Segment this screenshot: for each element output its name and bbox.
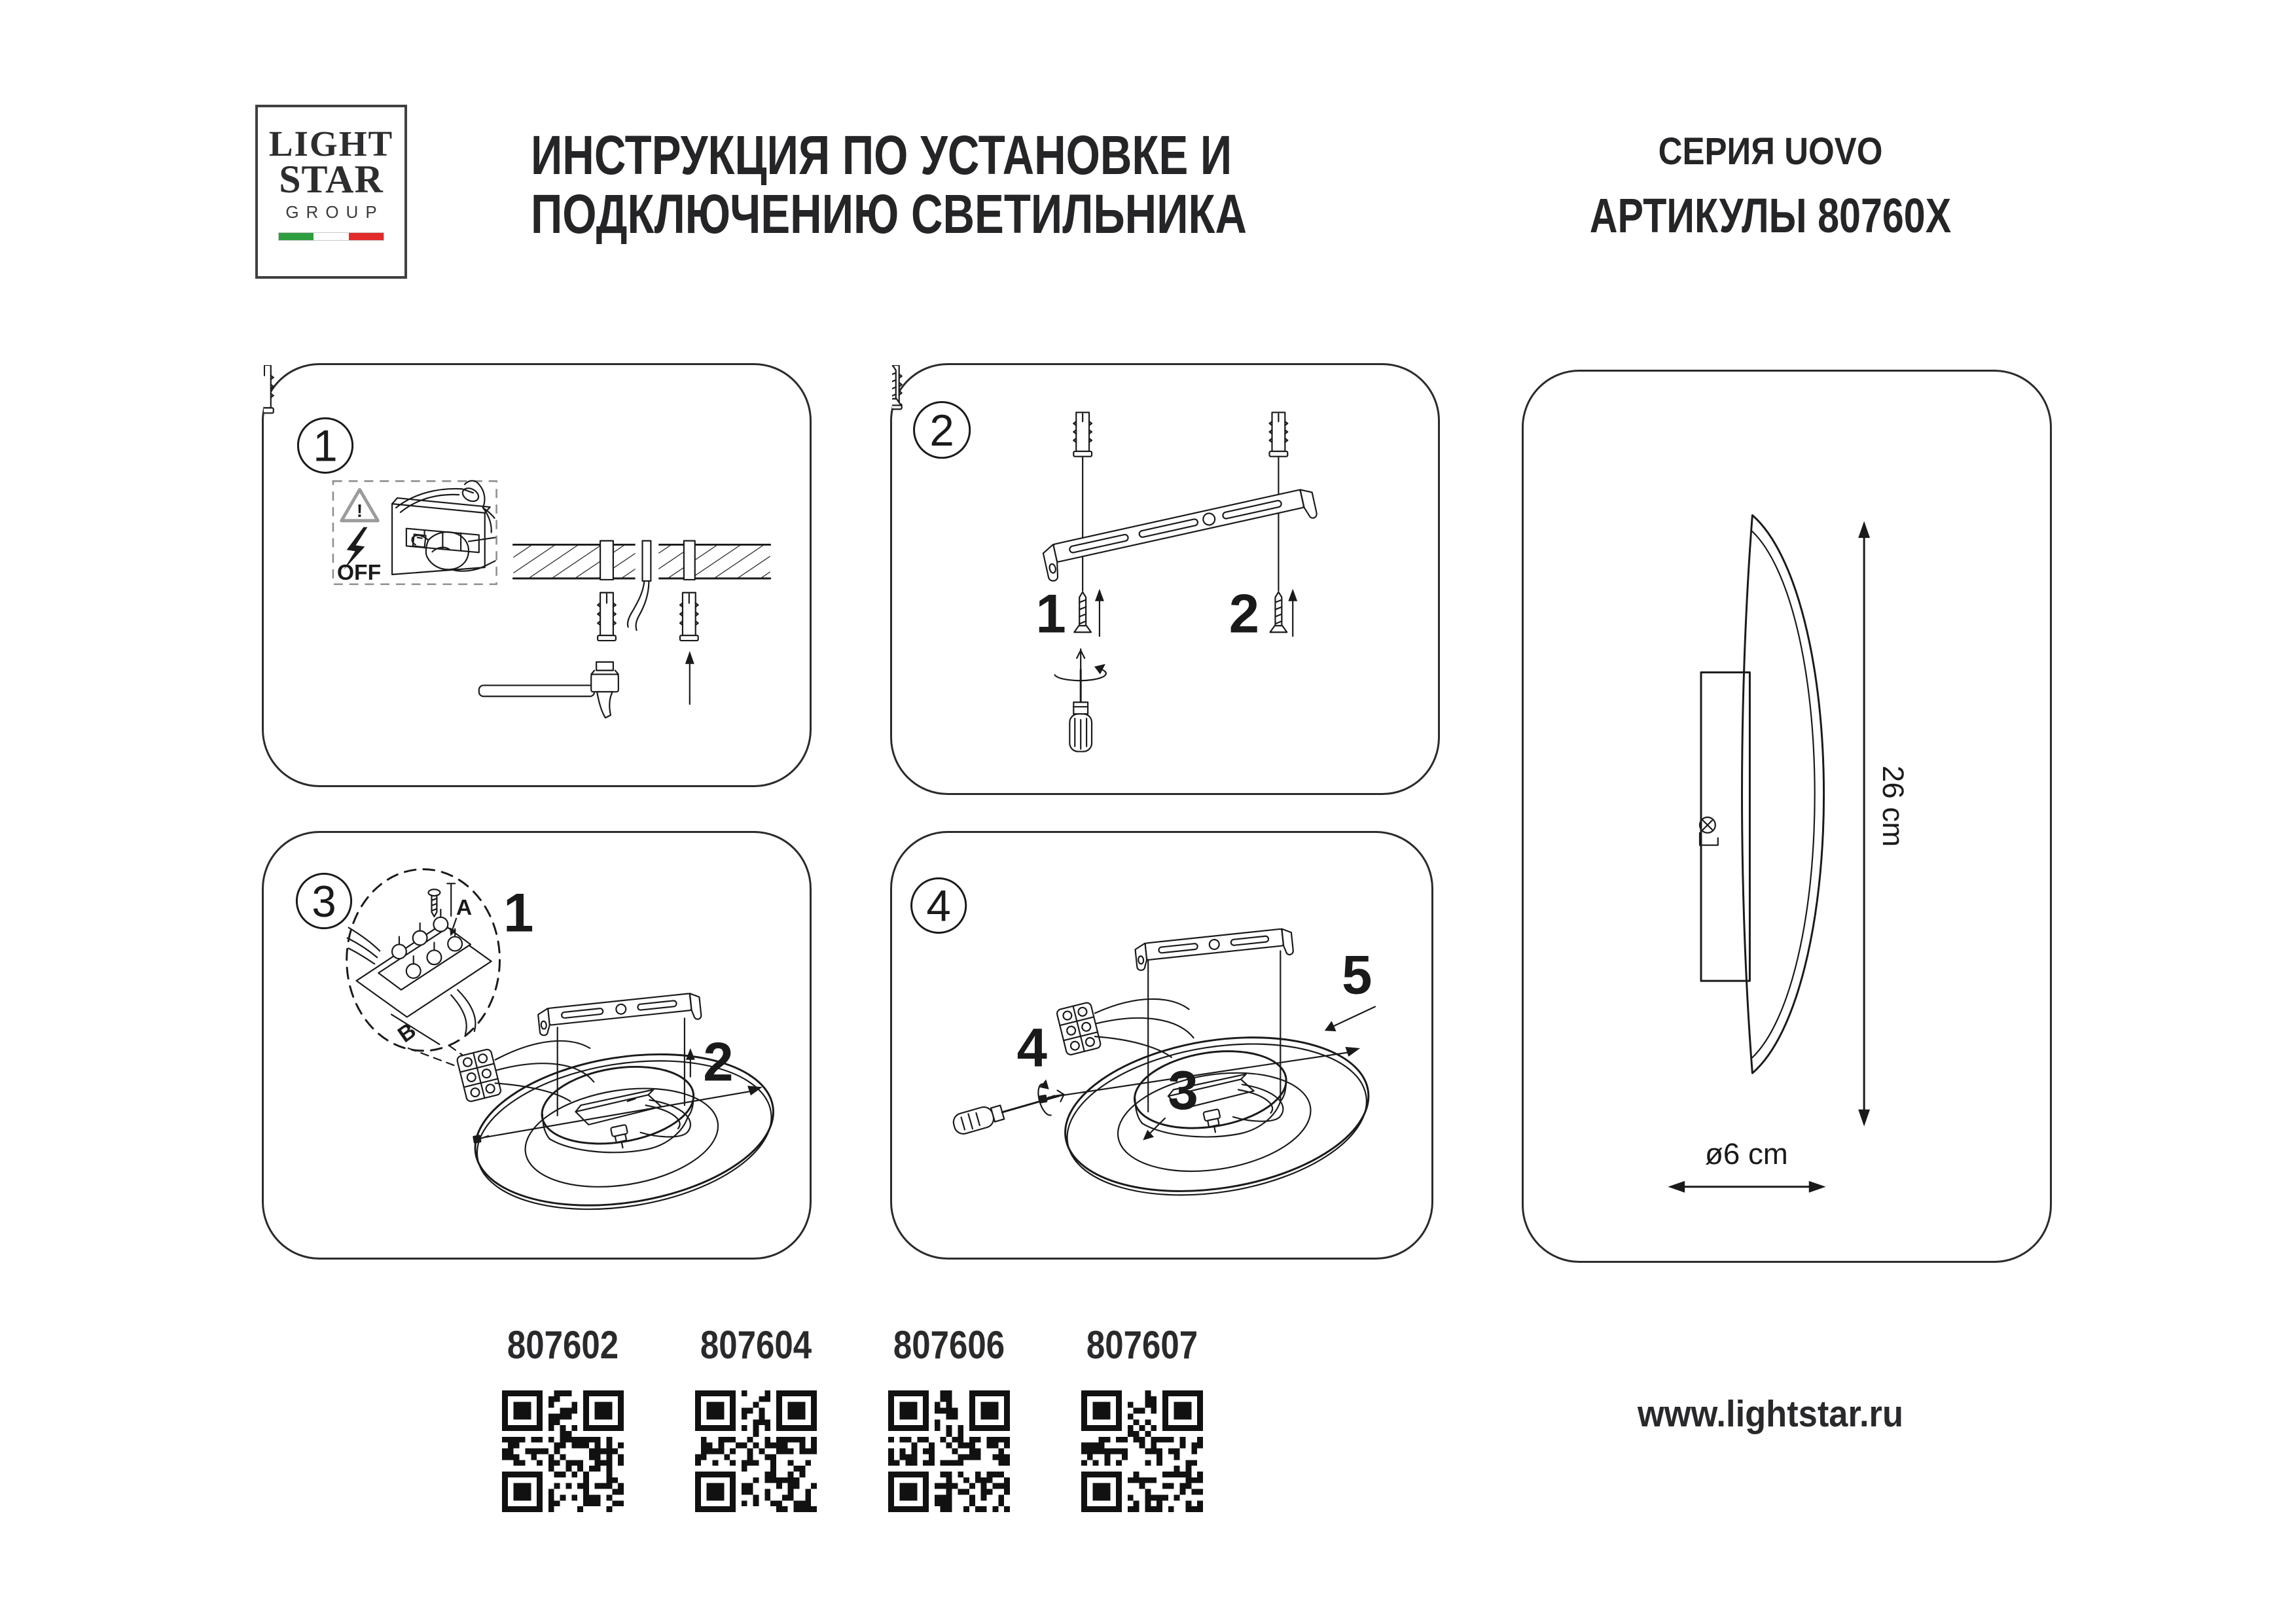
canopy-assembly bbox=[456, 993, 784, 1229]
logo-word-star: STAR bbox=[279, 158, 384, 201]
page-title-line2: ПОДКЛЮЧЕНИЮ СВЕТИЛЬНИКА bbox=[531, 183, 1247, 245]
step-number-badge bbox=[912, 878, 966, 932]
article-code: 807602 bbox=[507, 1323, 619, 1367]
terminal-detail-callout bbox=[347, 869, 500, 1071]
hammer-icon bbox=[479, 662, 619, 718]
step4-cover-label: 5 bbox=[1342, 944, 1372, 1006]
wires bbox=[1095, 999, 1189, 1014]
page-title-line1: ИНСТРУКЦИЯ ПО УСТАНОВКЕ И bbox=[531, 124, 1232, 186]
ceiling-drawing bbox=[513, 540, 770, 630]
step-number-badge bbox=[914, 402, 970, 457]
mounting-bracket-icon bbox=[1135, 928, 1294, 970]
lamp-side-view bbox=[1524, 372, 2050, 1261]
insert-arrow-icon bbox=[1095, 589, 1104, 636]
svg-text:2: 2 bbox=[929, 406, 954, 455]
step2-panel bbox=[890, 363, 1440, 795]
terminal-block-icon bbox=[1056, 1002, 1102, 1055]
flag-red bbox=[349, 233, 384, 240]
step3-action2-label: 2 bbox=[703, 1031, 734, 1093]
power-off-warning-box bbox=[333, 481, 497, 585]
terminal-b-label: B bbox=[393, 1018, 421, 1048]
lightstar-logo bbox=[255, 105, 407, 279]
canopy-assembly bbox=[1039, 928, 1380, 1214]
series-info bbox=[1499, 130, 2042, 243]
screwdriver-icon bbox=[1055, 649, 1106, 752]
wires bbox=[495, 1041, 590, 1060]
diameter-dimension bbox=[1668, 1137, 1825, 1193]
screw1-label: 1 bbox=[1035, 583, 1066, 644]
insert-arrow-icon bbox=[1288, 589, 1297, 636]
step4-panel bbox=[890, 831, 1433, 1260]
step4-turn-label: 3 bbox=[1168, 1060, 1198, 1121]
series-articles: АРТИКУЛЫ 80760X bbox=[1589, 188, 1952, 243]
logo-word-light: LIGHT bbox=[268, 124, 394, 164]
article-item bbox=[677, 1325, 834, 1515]
step3-illustration bbox=[264, 833, 810, 1258]
qr-code bbox=[502, 1390, 624, 1512]
wires bbox=[628, 581, 645, 627]
lamp-shade-profile bbox=[1742, 515, 1824, 1073]
insert-arrow-icon bbox=[685, 651, 694, 704]
step1-panel bbox=[262, 363, 812, 787]
warning-triangle-icon bbox=[342, 489, 378, 521]
step3-panel bbox=[262, 831, 812, 1260]
article-item bbox=[484, 1325, 641, 1515]
driver-box bbox=[575, 1095, 661, 1125]
svg-text:!: ! bbox=[356, 500, 363, 521]
article-code: 807606 bbox=[893, 1323, 1005, 1367]
mounting-bracket-icon bbox=[537, 993, 702, 1036]
off-label: OFF bbox=[336, 560, 382, 585]
terminal-block-icon bbox=[456, 1048, 501, 1102]
step-number-badge bbox=[296, 874, 351, 928]
step3-action1-label: 1 bbox=[503, 882, 534, 944]
step2-illustration bbox=[892, 365, 1438, 793]
step1-illustration bbox=[264, 365, 810, 785]
wall-anchor-icon bbox=[264, 365, 274, 413]
dimensions-panel bbox=[1522, 370, 2052, 1263]
article-code: 807604 bbox=[700, 1323, 812, 1367]
terminal-screw-icon bbox=[429, 889, 440, 917]
qr-code bbox=[888, 1390, 1010, 1512]
logo-word-group: GROUP bbox=[285, 202, 384, 222]
qr-code bbox=[695, 1390, 817, 1512]
screwdriver-icon bbox=[949, 1076, 1069, 1141]
article-item bbox=[870, 1325, 1028, 1515]
height-dimension bbox=[1858, 521, 1910, 1126]
svg-text:1: 1 bbox=[313, 421, 338, 471]
series-name: СЕРИЯ UOVO bbox=[1658, 130, 1883, 173]
nail-icon bbox=[447, 883, 455, 916]
article-item bbox=[1064, 1325, 1221, 1515]
step4-illustration bbox=[892, 833, 1431, 1258]
svg-text:4: 4 bbox=[926, 881, 951, 931]
flag-white bbox=[314, 233, 348, 240]
website-link[interactable]: www.lightstar.ru bbox=[1638, 1393, 1903, 1435]
diameter-value: ø6 cm bbox=[1705, 1137, 1788, 1171]
plug-connector bbox=[611, 1125, 630, 1150]
terminal-a-label: A bbox=[456, 895, 473, 920]
step-number-badge bbox=[298, 418, 352, 472]
screw2-label: 2 bbox=[1229, 583, 1260, 644]
wires bbox=[1096, 1018, 1194, 1038]
flag-green bbox=[279, 233, 314, 240]
height-value: 26 cm bbox=[1876, 765, 1910, 847]
page-title bbox=[452, 124, 1247, 245]
wires bbox=[1095, 1036, 1172, 1057]
cover-arrow-icon bbox=[1325, 1007, 1375, 1032]
qr-code bbox=[1081, 1390, 1203, 1512]
article-code: 807607 bbox=[1086, 1323, 1198, 1367]
step4-screwdriver-label: 4 bbox=[1016, 1017, 1047, 1078]
svg-text:3: 3 bbox=[312, 877, 336, 927]
italian-flag-icon bbox=[278, 232, 384, 241]
plug-connector bbox=[1203, 1109, 1223, 1134]
